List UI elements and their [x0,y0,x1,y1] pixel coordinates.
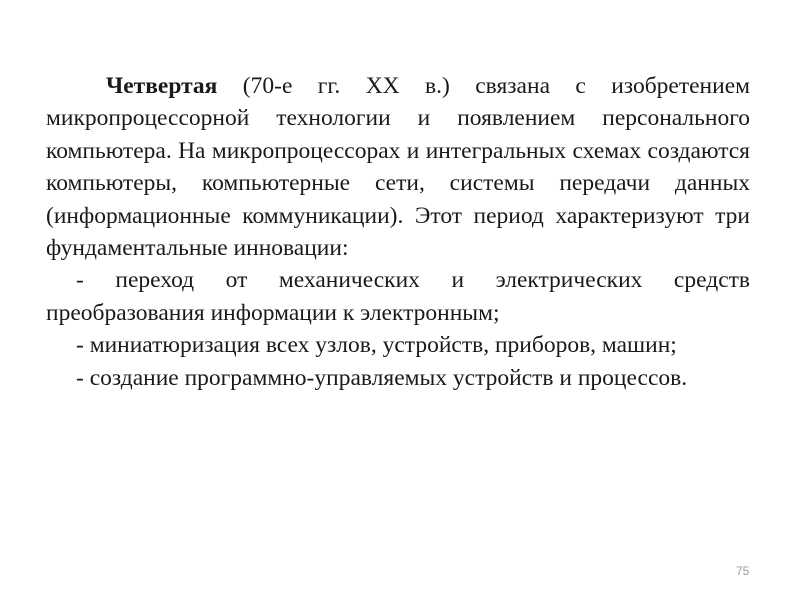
list-item: - переход от механических и электрических средств преобразования информации к электронным; [46,267,750,326]
intro-text: (70-е гг. XX в.) связана с изобретением микропроцессорной технологии и появлением персонального компьютера. На микропроцессорах и интегральных схемах создаются компьютеры, компьютерные сети, системы передачи данных (информационные коммуникации). Этот период характеризуют три фундаментальные инновации: [46,73,750,262]
slide-body [46,70,750,394]
page-number: 75 [736,564,750,578]
intro-bold-term: Четвертая [106,73,218,99]
intro-paragraph [46,70,750,264]
list-item: - создание программно-управляемых устройств и процессов. [76,364,688,391]
list-item: - миниатюризация всех узлов, устройств, приборов, машин; [76,332,677,359]
